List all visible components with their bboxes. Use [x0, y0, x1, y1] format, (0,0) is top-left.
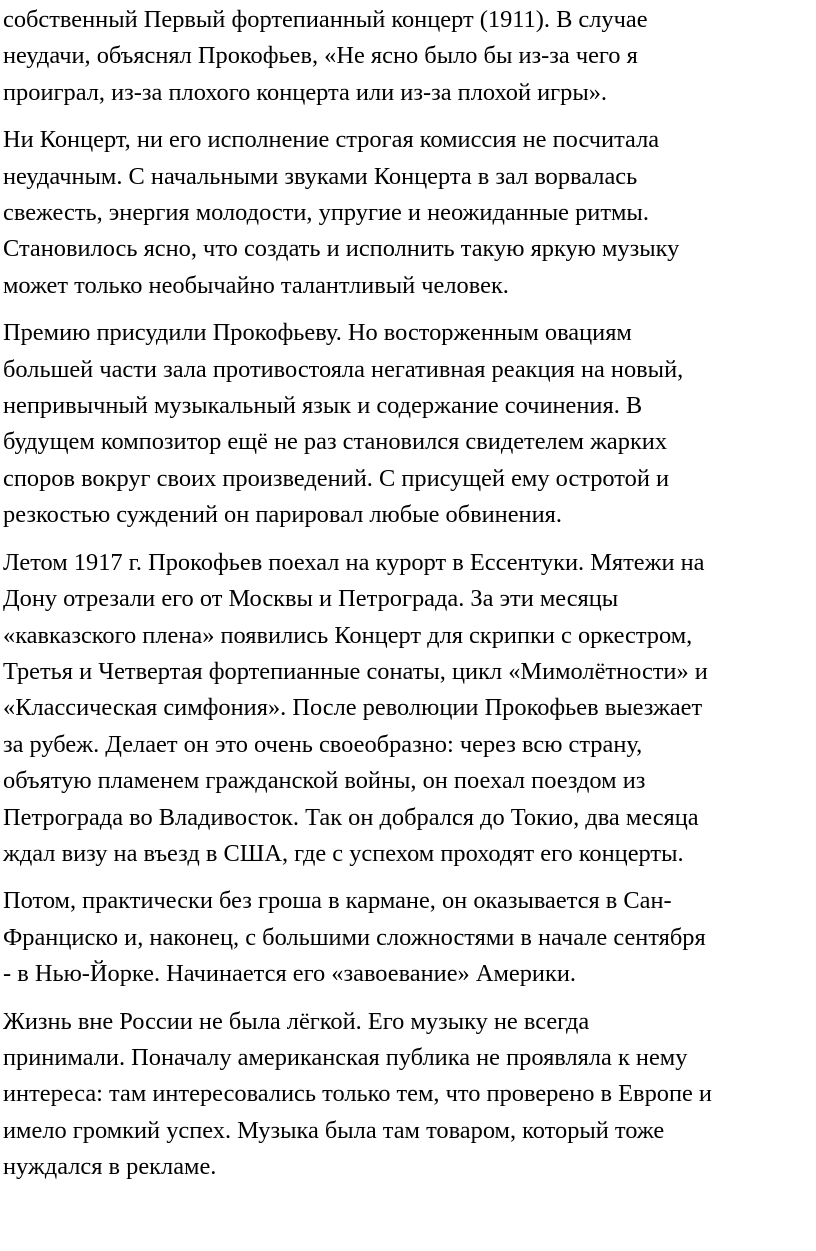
text-line: «Классическая симфония». После революции Прокофьев выезжает	[3, 694, 703, 722]
text-line: - в Нью-Йорке. Начинается его «завоевание» Америки.	[3, 960, 576, 988]
text-line: за рубеж. Делает он это очень своеобразно: через всю страну,	[3, 730, 643, 758]
text-line: неудачным. С начальными звуками Концерта в зал ворвалась	[3, 162, 638, 190]
text-line: нуждался в рекламе.	[3, 1153, 217, 1181]
text-line: объятую пламенем гражданской войны, он поехал поездом из	[3, 767, 646, 795]
text-line: будущем композитор ещё не раз становился свидетелем жарких	[3, 428, 668, 456]
text-line: резкостью суждений он парировал любые обвинения.	[3, 501, 562, 529]
text-line: Дону отрезали его от Москвы и Петрограда. За эти месяцы	[3, 585, 619, 613]
text-line: Третья и Четвертая фортепианные сонаты, цикл «Мимолётности» и	[3, 657, 708, 685]
text-line: Ни Концерт, ни его исполнение строгая комиссия не посчитала	[3, 126, 660, 154]
text-line: Премию присудили Прокофьеву. Но восторженным овациям	[3, 319, 632, 347]
text-line: имело громкий успех. Музыка была там товаром, который тоже	[3, 1116, 665, 1144]
text-line: ждал визу на въезд в США, где с успехом проходят его концерты.	[3, 839, 684, 867]
text-line: Потом, практически без гроша в кармане, он оказывается в Сан-	[3, 887, 672, 915]
text-line: неудачи, объяснял Прокофьев, «Не ясно было бы из-за чего я	[3, 42, 638, 70]
text-line: споров вокруг своих произведений. С присущей ему остротой и	[3, 464, 670, 492]
text-line: Франциско и, наконец, с большими сложностями в начале сентября	[3, 923, 706, 951]
text-line: непривычный музыкальный язык и содержание сочинения. В	[3, 392, 643, 420]
text-line: собственный Первый фортепианный концерт (1911). В случае	[3, 6, 648, 33]
text-line: Становилось ясно, что создать и исполнить такую яркую музыку	[3, 235, 680, 263]
text-line: свежесть, энергия молодости, упругие и неожиданные ритмы.	[3, 199, 649, 227]
text-line: «кавказского плена» появились Концерт для скрипки с оркестром,	[3, 621, 693, 649]
text-line: Жизнь вне России не была лёгкой. Его музыку не всегда	[3, 1007, 590, 1035]
text-line: может только необычайно талантливый человек.	[3, 271, 509, 299]
paragraph-2	[3, 122, 811, 304]
text-line: принимали. Поначалу американская публика не проявляла к нему	[3, 1043, 688, 1071]
paragraph-1	[3, 2, 811, 111]
text-line: большей части зала противостояла негативная реакция на новый,	[3, 355, 684, 383]
text-line: интереса: там интересовались только тем, что проверено в Европе и	[3, 1080, 712, 1108]
text-line: проиграл, из-за плохого концерта или из-за плохой игры».	[3, 78, 608, 106]
document-page	[3, 2, 811, 1197]
paragraph-3	[3, 315, 811, 533]
paragraph-5	[3, 883, 811, 992]
paragraph-4	[3, 545, 811, 873]
text-line: Летом 1917 г. Прокофьев поехал на курорт в Ессентуки. Мятежи на	[3, 548, 705, 576]
text-line: Петрограда во Владивосток. Так он добрался до Токио, два месяца	[3, 803, 699, 831]
paragraph-6	[3, 1004, 811, 1186]
